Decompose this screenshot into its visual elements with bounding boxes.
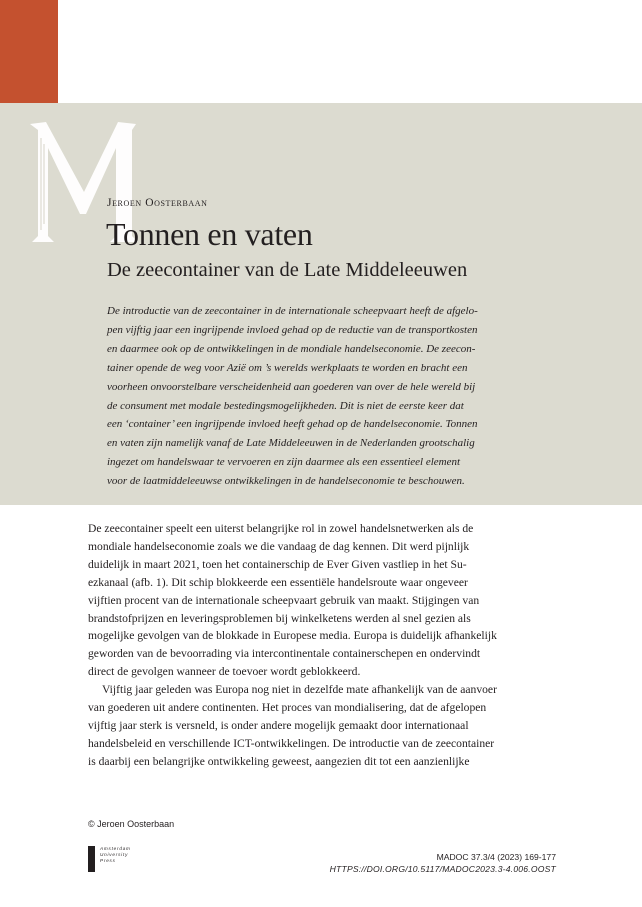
body-line: handelsbeleid en verschillende ICT-ontwikkelingen. De introductie van de zeecontainer (88, 736, 495, 750)
body-line: Vijftig jaar geleden was Europa nog niet in dezelfde mate afhankelijk van de aanvoer (102, 683, 497, 697)
abstract-line: de consument met modale bestedingsmogelijkheden. Dit is niet de eerste keer dat (107, 399, 464, 412)
abstract-line: pen vijftig jaar een ingrijpende invloed gehad op de reductie van de transportkosten (107, 323, 478, 336)
abstract-line: tainer opende de weg voor Azië om ’s werelds werkplaats te worden en bracht een (107, 361, 468, 374)
body-line: geworden van de bevoorrading via intercontinentale containerschepen en ondervindt (88, 647, 481, 661)
body-line: is daarbij een belangrijke ontwikkeling geweest, aangezien dit tot een aanzienlijke (88, 754, 470, 768)
citation-text: MADOC 37.3/4 (2023) 169-177 (436, 852, 556, 862)
publisher-name: Amsterdam University Press (100, 846, 131, 863)
body-line: direct de gevolgen wanneer de toevoer wordt geblokkeerd. (88, 665, 361, 679)
article-subtitle: De zeecontainer van de Late Middeleeuwen (107, 259, 468, 281)
publisher-logo (88, 846, 131, 872)
body-line: mogelijke gevolgen van de blokkade in Europese media. Europa is duidelijk afhankelijk (88, 629, 497, 643)
body-line: vijftig jaar sterk is versneld, is onder andere mogelijk gemaakt door internationaal (88, 718, 469, 732)
article-title: Tonnen en vaten (106, 216, 313, 252)
body-line: duidelijk in maart 2021, toen het containerschip de Ever Given vastliep in het Su- (88, 557, 467, 571)
abstract-line: en vaten zijn namelijk vanaf de Late Middeleeuwen in de Nederlanden grootschalig (107, 437, 475, 450)
abstract-line: en daarmee ook op de ontwikkelingen in de mondiale handelseconomie. De zeecon- (107, 342, 476, 355)
abstract-line: voor de laatmiddeleeuwse ontwikkelingen in de handelseconomie te beschouwen. (107, 475, 465, 488)
accent-block (0, 0, 58, 103)
abstract (107, 302, 557, 491)
abstract-line: De introductie van de zeecontainer in de internationale scheepvaart heeft de afgelo- (107, 305, 478, 317)
abstract-line: een ‘container’ een ingrijpende invloed heeft gehad op de handelseconomie. Tonnen (107, 418, 478, 431)
body-line: van goederen uit andere continenten. Het proces van mondialisering, dat de afgelopen (88, 701, 487, 715)
author-name: Jeroen Oosterbaan (107, 197, 208, 209)
copyright-notice: © Jeroen Oosterbaan (88, 819, 175, 829)
body-text (88, 520, 558, 771)
abstract-line: ingezet om handelswaar te vervoeren en zijn daarmee als een essentieel element (107, 456, 461, 469)
doi-link[interactable]: HTTPS://DOI.ORG/10.5117/MADOC2023.3-4.006.OOST (329, 864, 556, 874)
body-line: mondiale handelseconomie zoals we die vandaag de dag kennen. Dit werd pijnlijk (88, 539, 470, 553)
journal-citation (330, 851, 556, 875)
publisher-logo-bar (88, 846, 95, 872)
body-line: ezkanaal (afb. 1). Dit schip blokkeerde een essentiële handelsroute waar ongeveer (88, 575, 468, 589)
body-line: vijftien procent van de internationale scheepvaart gebruik van maakt. Stijgingen van (88, 593, 480, 607)
body-line: De zeecontainer speelt een uiterst belangrijke rol in zowel handelsnetwerken als de (88, 522, 474, 535)
body-line: brandstofprijzen en leveringsproblemen bij winkelketens werden al snel gezien als (88, 611, 471, 625)
abstract-line: voorheen onvoorstelbare verscheidenheid aan goederen van over de hele wereld bij (107, 380, 476, 393)
